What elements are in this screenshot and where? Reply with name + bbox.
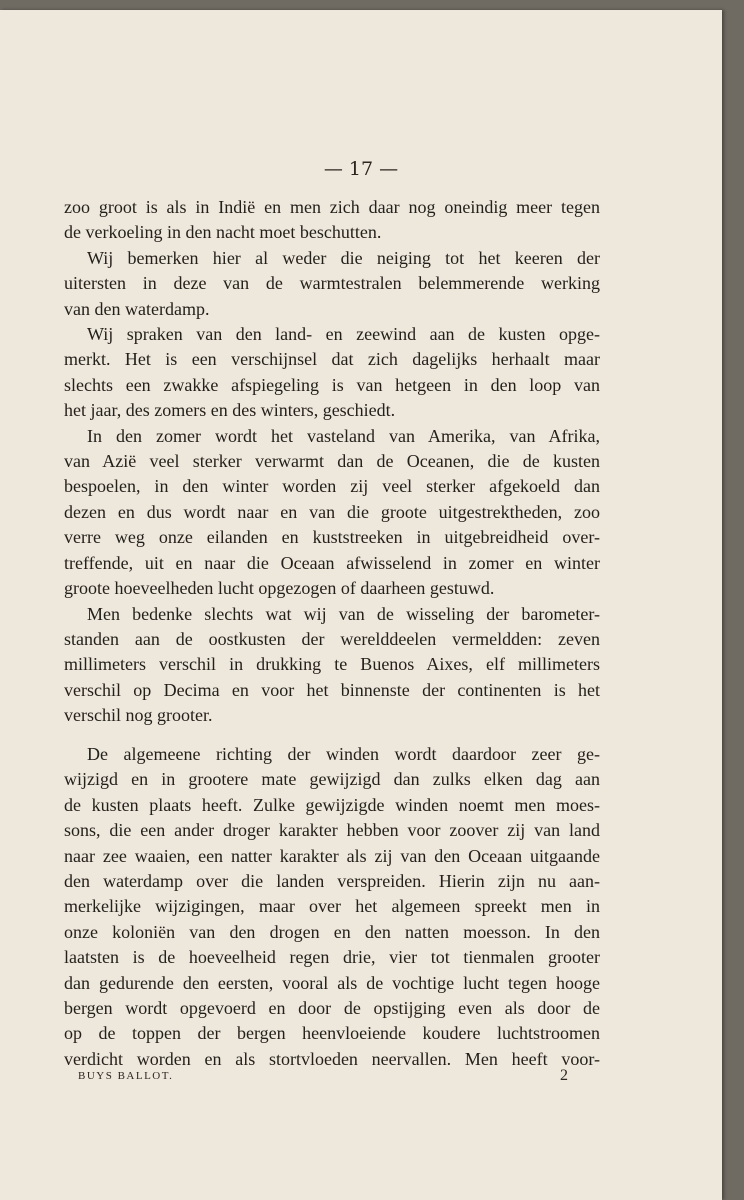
text-line: merkt. Het is een verschijnsel dat zich dagelijks herhaalt maar	[64, 349, 600, 370]
text-line: dezen en dus wordt naar en van die groote uitgestrektheden, zoo	[64, 501, 600, 522]
text-line: den waterdamp over die landen verspreiden. Hierin zijn nu aan-	[64, 871, 600, 892]
text-line: van den waterdamp.	[64, 298, 210, 319]
text-line: treffende, uit en naar die Oceaan afwisselend in zomer en winter	[64, 552, 600, 573]
text-line: sons, die een ander droger karakter hebben voor zoover zij van land	[64, 820, 600, 841]
text-line: laatsten is de hoeveelheid regen drie, vier tot tienmalen grooter	[64, 947, 600, 968]
text-line: het jaar, des zomers en des winters, geschiedt.	[64, 400, 396, 421]
text-line: groote hoeveelheden lucht opgezogen of daarheen gestuwd.	[64, 578, 495, 599]
text-block-bottom	[64, 742, 600, 1072]
text-line: Wij bemerken hier al weder die neiging tot het keeren der	[87, 247, 600, 268]
text-line: bespoelen, in den winter worden zij veel sterker afgekoeld dan	[64, 476, 600, 497]
sheet-number: 2	[560, 1067, 568, 1084]
text-line: de kusten plaats heeft. Zulke gewijzigde winden noemt men moes-	[64, 794, 600, 815]
text-line: dan gedurende den eersten, vooral als de vochtige lucht tegen hooge	[64, 972, 600, 993]
signature-mark: BUYS BALLOT.	[78, 1070, 174, 1082]
text-line: verdicht worden en als stortvloeden neervallen. Men heeft voor-	[64, 1048, 600, 1069]
text-line: Wij spraken van den land- en zeewind aan de kusten opge-	[87, 324, 600, 345]
page-number: — 17 —	[323, 158, 399, 180]
text-line: merkelijke wijzigingen, maar over het algemeen spreekt men in	[64, 896, 600, 917]
text-line: bergen wordt opgevoerd en door de opstijging even als door de	[64, 998, 600, 1019]
text-line: verschil op Decima en voor het binnenste der continenten is het	[64, 679, 600, 700]
text-line: wijzigd en in grootere mate gewijzigd dan zulks elken dag aan	[64, 769, 600, 790]
text-line: slechts een zwakke afspiegeling is van hetgeen in den loop van	[64, 374, 600, 395]
text-line: de verkoeling in den nacht moet beschutten.	[64, 222, 382, 243]
text-line: van Azië veel sterker verwarmt dan de Oceanen, die de kusten	[64, 451, 600, 472]
text-line: millimeters verschil in drukking te Buenos Aixes, elf millimeters	[64, 654, 600, 675]
text-line: verre weg onze eilanden en kuststreeken in uitgebreidheid over-	[64, 527, 600, 548]
text-line: zoo groot is als in Indië en men zich daar nog oneindig meer tegen	[64, 197, 600, 217]
text-line: uitersten in deze van de warmtestralen belemmerende werking	[64, 273, 600, 294]
text-line: onze koloniën van den drogen en den natten moesson. In den	[64, 921, 600, 942]
text-line: Men bedenke slechts wat wij van de wisseling der barometer-	[87, 603, 600, 624]
text-line: op de toppen der bergen heenvloeiende koudere luchtstroomen	[64, 1023, 600, 1044]
book-page	[0, 10, 722, 1200]
text-line: In den zomer wordt het vasteland van Amerika, van Afrika,	[87, 425, 600, 446]
text-line: standen aan de oostkusten der werelddeelen vermeldden: zeven	[64, 628, 600, 649]
text-block-top	[64, 195, 600, 729]
text-line: naar zee waaien, een natter karakter als zij van den Oceaan uitgaande	[64, 845, 600, 866]
text-line: De algemeene richting der winden wordt daardoor zeer ge-	[87, 744, 600, 764]
text-line: verschil nog grooter.	[64, 705, 213, 726]
